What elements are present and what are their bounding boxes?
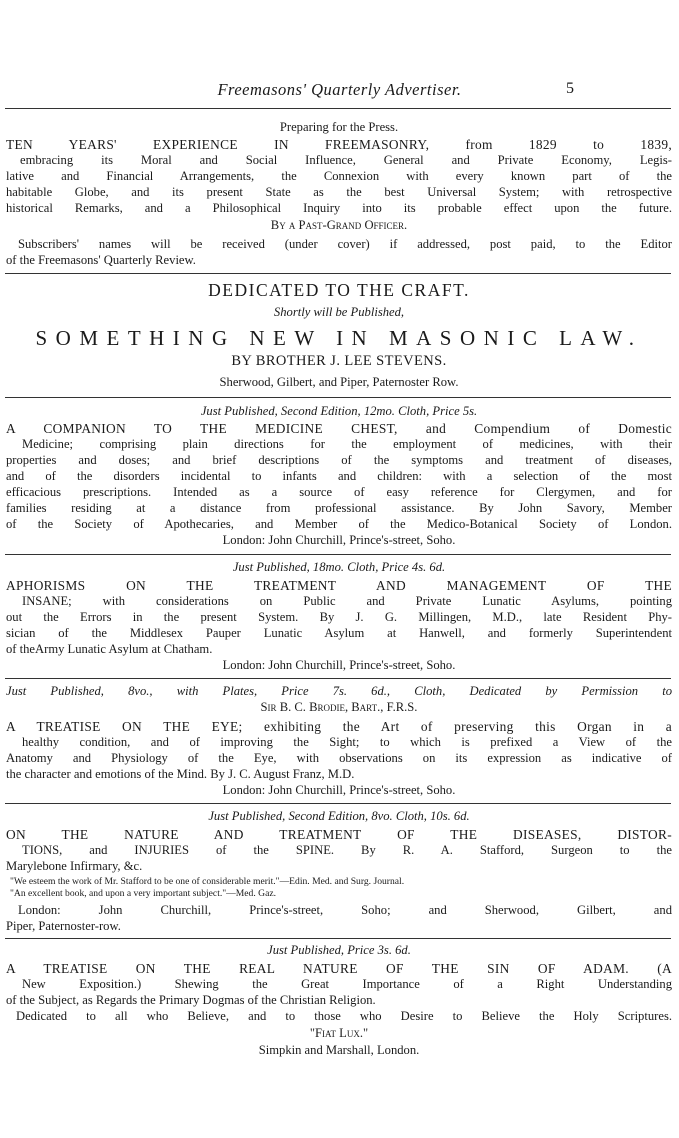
header-title: Freemasons' Quarterly Advertiser. xyxy=(217,80,462,99)
ad-body-line: of theArmy Lunatic Asylum at Chatham. xyxy=(6,642,213,656)
ad-body-line: sician of the Middlesex Pauper Lunatic Asylum at Hanwell, and formerly Superintendent xyxy=(6,626,672,640)
header-rule xyxy=(5,108,671,109)
publication-notice: Just Published, Second Edition, 12mo. Cloth, Price 5s. xyxy=(200,404,478,418)
publisher-line: London: John Churchill, Prince's-street, Soho. xyxy=(222,533,456,547)
press-quote: "An excellent book, and upon a very important subject."—Med. Gaz. xyxy=(10,888,276,899)
shortly-line: Shortly will be Published, xyxy=(273,305,405,319)
divider-rule xyxy=(5,678,671,679)
publication-notice: Just Published, 18mo. Cloth, Price 4s. 6d. xyxy=(232,560,446,574)
running-header xyxy=(0,80,679,104)
publisher-line: London: John Churchill, Prince's-street, Soho; and Sherwood, Gilbert, and xyxy=(18,903,672,917)
ad-author: By a Past-Grand Officer. xyxy=(270,218,408,232)
ad-body-line: historical Remarks, and a Philosophical Inquiry into its probable effect upon the future. xyxy=(6,201,672,215)
ad-body-line: lative and Financial Arrangements, the Connexion with every known part of the xyxy=(6,169,672,183)
dedicatee-line: Sir B. C. Brodie, Bart., F.R.S. xyxy=(260,700,418,714)
ad-body-line: the character and emotions of the Mind. By J. C. August Franz, M.D. xyxy=(6,767,355,781)
ad-body-line: of the Society of Apothecaries, and Member of the Medico-Botanical Society of London. xyxy=(6,517,672,531)
ad-body-line: and of the disorders incidental to infants and children: with a selection of the most xyxy=(6,469,672,483)
ad-headline: ON THE NATURE AND TREATMENT OF THE DISEASES, DISTOR- xyxy=(6,827,672,842)
ad-body-line: New Exposition.) Shewing the Great Importance of a Right Understanding xyxy=(22,977,672,991)
publisher-line: Sherwood, Gilbert, and Piper, Paternoster Row. xyxy=(219,375,459,389)
divider-rule xyxy=(5,803,671,804)
ad-headline: APHORISMS ON THE TREATMENT AND MANAGEMENT OF THE xyxy=(6,578,672,593)
masonic-law-title: SOMETHING NEW IN MASONIC LAW. xyxy=(35,326,643,350)
divider-rule xyxy=(5,397,671,398)
ad-body-line: healthy condition, and of improving the Sight; to which is prefixed a View of the xyxy=(22,735,672,749)
ad-body-line: Anatomy and Physiology of the Eye, with observations on its expression as indicative of xyxy=(6,751,672,765)
publisher-line: Piper, Paternoster-row. xyxy=(6,919,121,933)
ad-body-line: INSANE; with considerations on Public and Private Lunatic Asylums, pointing xyxy=(22,594,672,608)
preparing-line: Preparing for the Press. xyxy=(279,120,399,134)
ad-headline: A TREATISE ON THE EYE; exhibiting the Art of preserving this Organ in a xyxy=(6,719,672,734)
ad-body-line: Marylebone Infirmary, &c. xyxy=(6,859,143,873)
ad-body-line: properties and doses; and brief descriptions of the symptoms and treatment of diseases, xyxy=(6,453,672,467)
ad-headline: A COMPANION TO THE MEDICINE CHEST, and Compendium of Domestic xyxy=(6,421,672,436)
ad-body-line: out the Errors in the present System. By J. G. Millingen, M.D., late Resident Phy- xyxy=(6,610,672,624)
ad-body-line: families residing at a distance from professional assistance. By John Savory, Member xyxy=(6,501,672,515)
dedication-heading: DEDICATED TO THE CRAFT. xyxy=(208,280,470,300)
publication-notice: Just Published, 8vo., with Plates, Price 7s. 6d., Cloth, Dedicated by Permission to xyxy=(6,684,672,698)
ad-headline: A TREATISE ON THE REAL NATURE OF THE SIN OF ADAM. (A xyxy=(6,961,672,976)
publication-notice: Just Published, Second Edition, 8vo. Cloth, 10s. 6d. xyxy=(208,809,470,823)
divider-rule xyxy=(5,273,671,274)
motto-line: "Fiat Lux." xyxy=(309,1026,369,1040)
masonic-law-author: BY BROTHER J. LEE STEVENS. xyxy=(231,353,447,369)
ad-body-line: efficacious prescriptions. Intended as a source of easy reference for Clergymen, and for xyxy=(6,485,672,499)
publisher-line: London: John Churchill, Prince's-street, Soho. xyxy=(222,658,456,672)
divider-rule xyxy=(5,554,671,555)
ad-body-line: Subscribers' names will be received (under cover) if addressed, post paid, to the Editor xyxy=(18,237,672,251)
ad-body-line: habitable Globe, and its present State as the best Universal System; with retrospective xyxy=(6,185,672,199)
ad-body-line: Dedicated to all who Believe, and to those who Desire to Believe the Holy Scriptures. xyxy=(16,1009,672,1023)
press-quote: "We esteem the work of Mr. Stafford to be one of considerable merit."—Edin. Med. and Surg. Journal. xyxy=(10,876,405,887)
ad-body-line: of the Freemasons' Quarterly Review. xyxy=(6,253,196,267)
ad-body-line: TIONS, and INJURIES of the SPINE. By R. A. Stafford, Surgeon to the xyxy=(22,843,672,857)
ad-body-line: embracing its Moral and Social Influence, General and Private Economy, Legis- xyxy=(20,153,672,167)
ad-body-line: of the Subject, as Regards the Primary Dogmas of the Christian Religion. xyxy=(6,993,376,1007)
publisher-line: Simpkin and Marshall, London. xyxy=(258,1043,420,1057)
divider-rule xyxy=(5,938,671,939)
publication-notice: Just Published, Price 3s. 6d. xyxy=(267,943,411,957)
page-number: 5 xyxy=(566,80,574,97)
publisher-line: London: John Churchill, Prince's-street, Soho. xyxy=(222,783,456,797)
ad-body-line: Medicine; comprising plain directions for the employment of medicines, with their xyxy=(22,437,672,451)
ad-headline: TEN YEARS' EXPERIENCE IN FREEMASONRY, from 1829 to 1839, xyxy=(6,137,672,152)
